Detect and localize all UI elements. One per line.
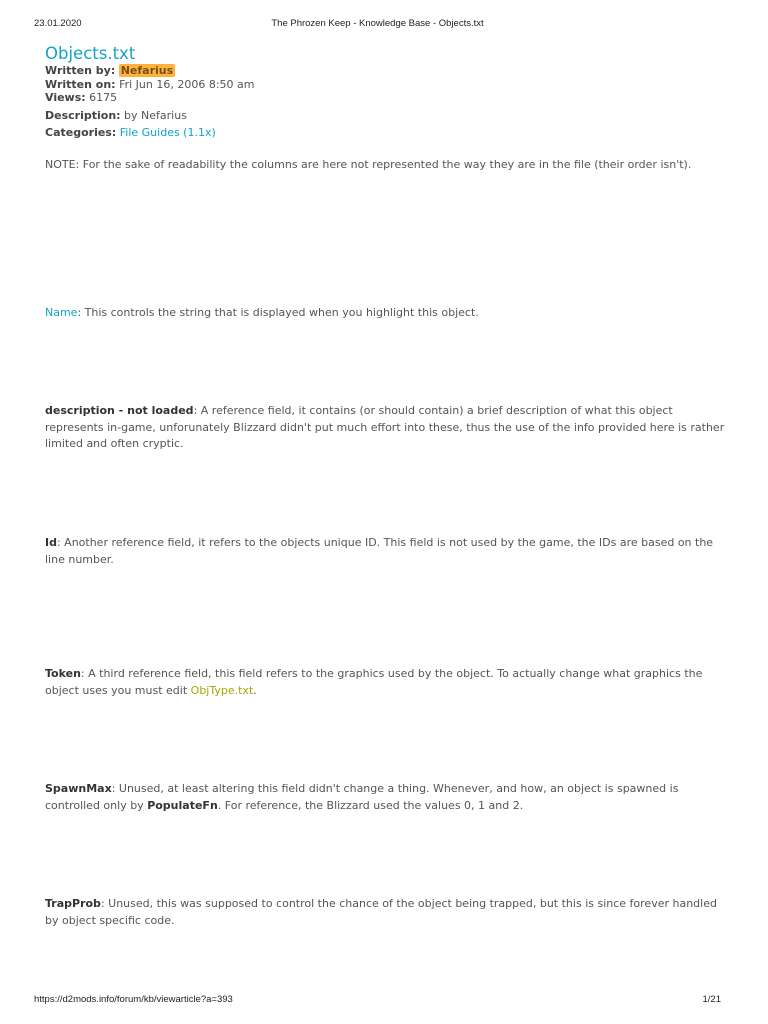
views-label: Views: (45, 91, 86, 104)
print-header (34, 18, 721, 32)
field-name-term[interactable]: Name (45, 306, 78, 319)
field-token-term: Token (45, 667, 81, 680)
written-by-row (45, 64, 725, 78)
article-meta (45, 64, 725, 140)
written-on-label: Written on: (45, 77, 116, 91)
written-on-row (45, 78, 725, 92)
description-row (45, 109, 725, 123)
field-id-term: Id (45, 536, 57, 549)
print-page-number: 1/21 (702, 994, 721, 1005)
field-name-text: : This controls the string that is displayed when you highlight this object. (77, 306, 479, 319)
print-url: https://d2mods.info/forum/kb/viewarticle?a=393 (34, 994, 233, 1005)
field-id-text: : Another reference field, it refers to the objects unique ID. This field is not used by the game, the IDs are based on the line number. (45, 536, 714, 566)
field-id (45, 535, 725, 568)
written-on-value: Fri Jun 16, 2006 8:50 am (119, 77, 255, 91)
views-value: 6175 (89, 91, 118, 104)
field-description (45, 403, 725, 453)
field-spawnmax-tail: . For reference, the Blizzard used the values 0, 1 and 2. (217, 798, 524, 812)
category-link[interactable]: File Guides (1.1x) (119, 126, 216, 139)
field-trapprob (45, 896, 725, 929)
article-header (45, 44, 725, 140)
categories-row (45, 126, 725, 140)
description-label: Description: (45, 108, 121, 122)
categories-label: Categories: (45, 126, 117, 139)
article-title: Objects.txt (45, 44, 136, 63)
field-spawnmax (45, 781, 725, 814)
field-trapprob-term: TrapProb (45, 897, 101, 910)
field-token-text: : A third reference field, this field refers to the graphics used by the object. To actually change what graphics the object uses you must edit (45, 667, 703, 697)
author-link[interactable]: Nefarius (120, 64, 174, 77)
field-spawnmax-text: : Unused, at least altering this field didn't change a thing. Whenever, and how, an object is spawned is controlled only by (45, 782, 679, 812)
field-description-text: : A reference field, it contains (or should contain) a brief description of what this object represents in-game, unforunately Blizzard didn't put much effort into these, thus the use of the info provided here is rather limited and often cryptic. (45, 404, 725, 450)
field-token (45, 666, 725, 699)
field-trapprob-text: : Unused, this was supposed to control the chance of the object being trapped, but this is since forever handled by object specific code. (45, 897, 717, 927)
note-paragraph: NOTE: For the sake of readability the columns are here not represented the way they are in the file (their order isn't). (45, 158, 692, 171)
populatefn-ref: PopulateFn (147, 798, 218, 812)
description-value: by Nefarius (124, 108, 187, 122)
field-name (45, 305, 725, 322)
print-date: 23.01.2020 (34, 18, 82, 29)
objtype-link[interactable]: ObjType.txt (190, 683, 254, 697)
print-page-title: The Phrozen Keep - Knowledge Base - Objects.txt (271, 18, 484, 29)
written-by-label: Written by: (45, 64, 116, 77)
field-description-term: description - not loaded (45, 404, 194, 417)
field-spawnmax-term: SpawnMax (45, 782, 112, 795)
print-footer (34, 994, 721, 1008)
views-row (45, 91, 725, 105)
field-token-tail: . (253, 683, 257, 697)
